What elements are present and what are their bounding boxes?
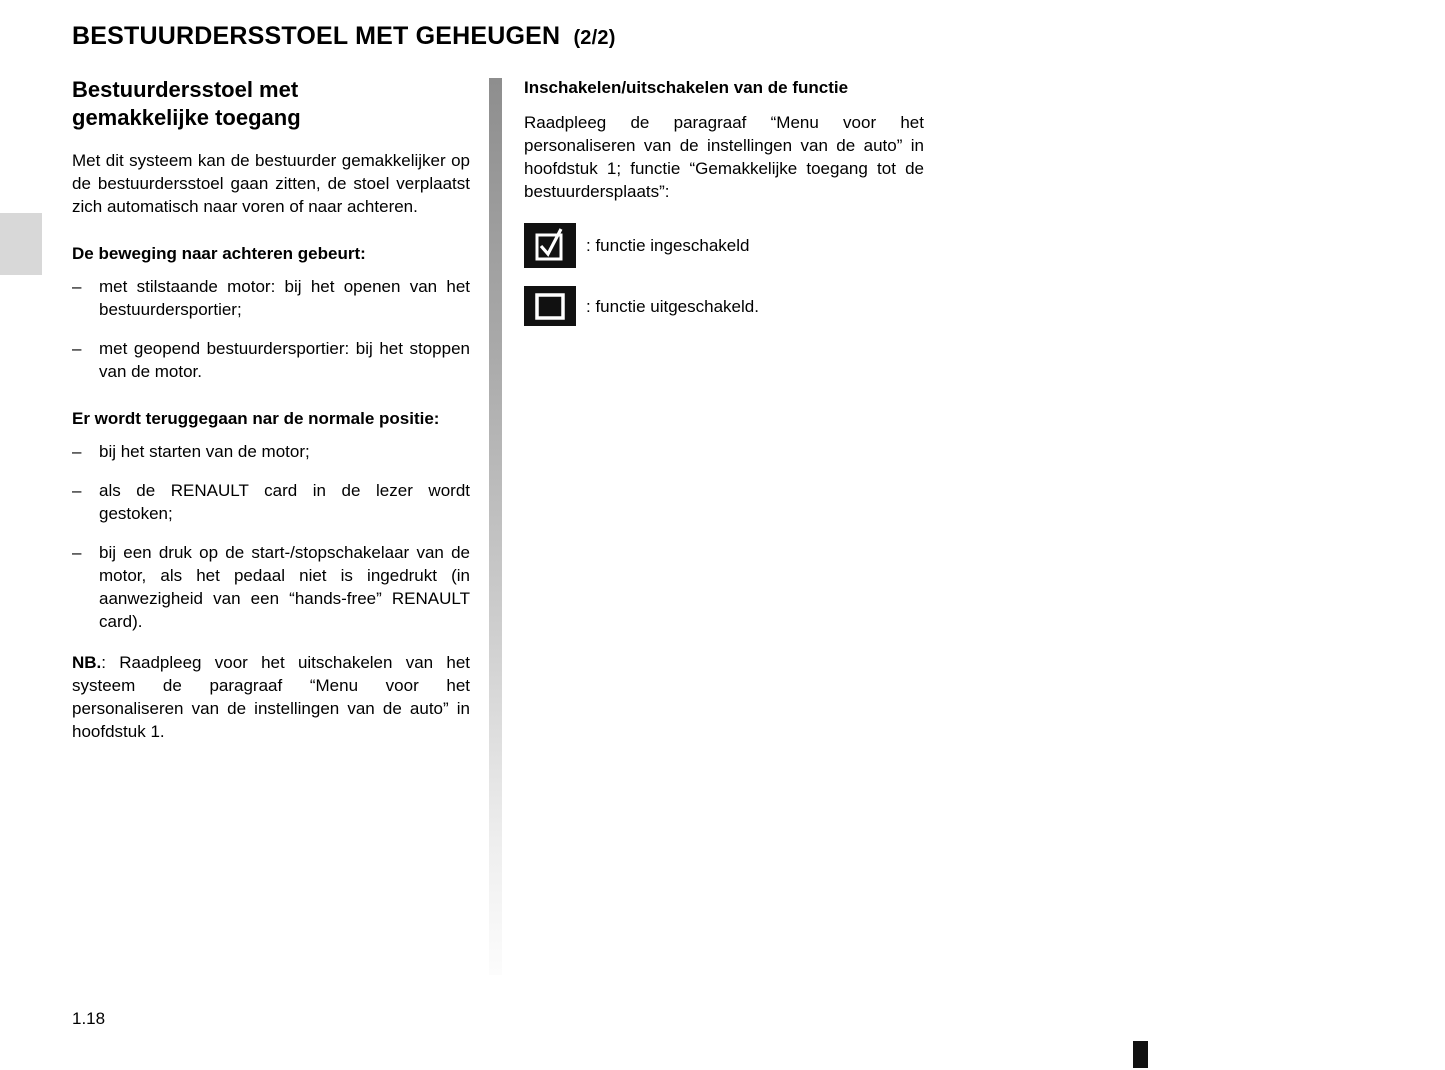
option-disabled-row	[524, 286, 924, 326]
list-item-text: met geopend bestuurdersportier: bij het stoppen van de motor.	[99, 339, 470, 381]
page-number: 1.18	[72, 1009, 106, 1028]
nb-text: : Raadpleeg voor het uitschakelen van het systeem de paragraaf “Menu voor het personaliseren van de instellingen van de auto” in hoofdstuk 1.	[72, 653, 470, 741]
list-item	[72, 541, 470, 633]
page-title-suffix: (2/2)	[573, 27, 616, 49]
list-item	[72, 440, 470, 463]
dash-marker: –	[72, 442, 82, 461]
list-item	[72, 275, 470, 321]
dash-marker: –	[72, 481, 82, 500]
page-title-text: BESTUURDERSSTOEL MET GEHEUGEN	[72, 22, 561, 50]
sub-heading-enable-disable: Inschakelen/uitschakelen van de functie	[524, 78, 849, 97]
option-disabled-label: : functie uitgeschakeld.	[586, 296, 759, 316]
list-item	[72, 337, 470, 383]
dash-marker: –	[72, 277, 82, 296]
dash-marker: –	[72, 339, 82, 358]
intro-paragraph: Met dit systeem kan de bestuurder gemakkelijker op de bestuurdersstoel gaan zitten, de stoel verplaatst zich automatisch naar voren of naar achteren.	[72, 151, 470, 216]
list-item-text: bij het starten van de motor;	[99, 442, 310, 461]
option-enabled-label: : functie ingeschakeld	[586, 236, 750, 255]
section-index-mark	[1133, 1041, 1148, 1068]
list-item	[72, 479, 470, 525]
left-column	[72, 76, 470, 760]
column-divider	[489, 78, 502, 975]
option-enabled-row	[524, 223, 924, 268]
section-heading: Bestuurdersstoel met gemakkelijke toegang	[72, 77, 301, 130]
right-column	[524, 76, 924, 326]
list-item-text: met stilstaande motor: bij het openen van het bestuurdersportier;	[99, 277, 470, 319]
list-item-text: als de RENAULT card in de lezer wordt gestoken;	[99, 481, 470, 523]
dash-marker: –	[72, 543, 82, 562]
right-intro-paragraph: Raadpleeg de paragraaf “Menu voor het personaliseren van de instellingen van de auto” in hoofdstuk 1; functie “Gemakkelijke toegang tot de bestuurdersplaats”:	[524, 113, 924, 201]
sub-heading-backward-movement: De beweging naar achteren gebeurt:	[72, 244, 366, 263]
page-title	[72, 22, 616, 51]
page-edge-tab	[0, 213, 42, 275]
nb-label: NB.	[72, 653, 102, 672]
checkbox-unchecked-icon	[524, 286, 576, 326]
nb-paragraph	[72, 651, 470, 743]
list-item-text: bij een druk op de start-/stopschakelaar van de motor, als het pedaal niet is ingedrukt (in aanwezigheid van een “hands-free” RENAULT card).	[99, 543, 470, 631]
checkbox-checked-icon	[524, 223, 576, 268]
sub-heading-normal-position: Er wordt teruggegaan nar de normale positie:	[72, 409, 440, 428]
